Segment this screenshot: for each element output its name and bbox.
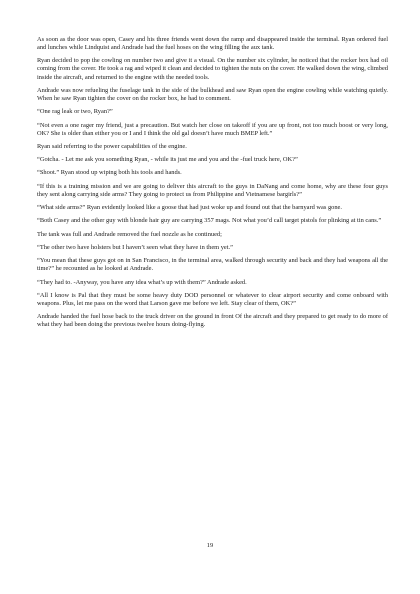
paragraph-11: “Both Casey and the other guy with blonde hair guy are carrying 357 mags. Not what you’d call target pistols for plinking at tin cans.” [37, 217, 382, 225]
paragraph-7: “Gotcha. - Let me ask you something Ryan, - while its just me and you and the -fuel truck here, OK?” [37, 156, 298, 164]
paragraph-5: “Not even a one rager my friend, just a precaution. But watch her close on takeoff if you are up front, not too much boost or very long, OK? She is older than either you or I and I think the old gal doesn’t have much BMEP left.” [37, 121, 388, 137]
paragraph-16: “All I know is Pal that they must be some heavy duty DOD personnel or whatever to clear airport security and come onboard with weapons. Plus, let me pass on the word that Larson gave me before we left. Stay clear of them, OK?” [37, 291, 388, 307]
page-number: 19 [206, 542, 214, 549]
paragraph-14: “You mean that these guys got on in San Francisco, in the terminal area, walked through security and back and they had weapons all the time?” he recounted as he looked at Andrade. [37, 257, 388, 273]
paragraph-9: “If this is a training mission and we are going to deliver this aircraft to the guys in DaNang and come home, why are these four guys they sent along carrying side arms? They going to protect us from Philippine and Vietnamese bargirls?” [37, 182, 388, 198]
paragraph-13: “The other two have holsters but I haven’t seen what they have in them yet.” [37, 243, 233, 251]
paragraph-8: “Shoot.” Ryan stood up wiping both his tools and hands. [37, 169, 182, 177]
paragraph-6: Ryan said referring to the power capabilities of the engine. [37, 142, 187, 150]
paragraph-17: Andrade handed the fuel hose back to the truck driver on the ground in front Of the aircraft and they prepared to get ready to do more of what they had been doing the previous twelve hours doing-flying. [37, 313, 388, 329]
paragraph-15: “They had to. -Anyway, you have any idea what’s up with them?” Andrade asked. [37, 278, 247, 286]
paragraph-12: The tank was full and Andrade removed the fuel nozzle as he continued; [37, 230, 222, 238]
paragraph-1: As soon as the door was open, Casey and his three friends went down the ramp and disappeared inside the terminal. Ryan ordered fuel and lunches while Lindquist and Andrade had the fuel hoses on the wing filling the aux tank. [37, 36, 388, 52]
document-page [37, 36, 388, 335]
paragraph-3: Andrade was now refueling the fuselage tank in the side of the bulkhead and saw Ryan open the engine cowling while watching quietly. When he saw Ryan tighten the cover on the rocker box, he had to comment. [37, 86, 388, 102]
paragraph-2: Ryan decided to pop the cowling on number two and give it a visual. On the number six cylinder, he noticed that the rocker box had oil coming from the cover. He took a rag and wiped it clean and decided to tighten the nuts on the cover. He walked down the wing, climbed inside the aircraft, and returned to the engine with the needed tools. [37, 57, 388, 81]
paragraph-10: “What side arms?” Ryan evidently looked like a goose that had just woke up and found out that the barnyard was gone. [37, 204, 342, 212]
paragraph-4: “One rag leak or two, Ryan?” [37, 108, 113, 116]
